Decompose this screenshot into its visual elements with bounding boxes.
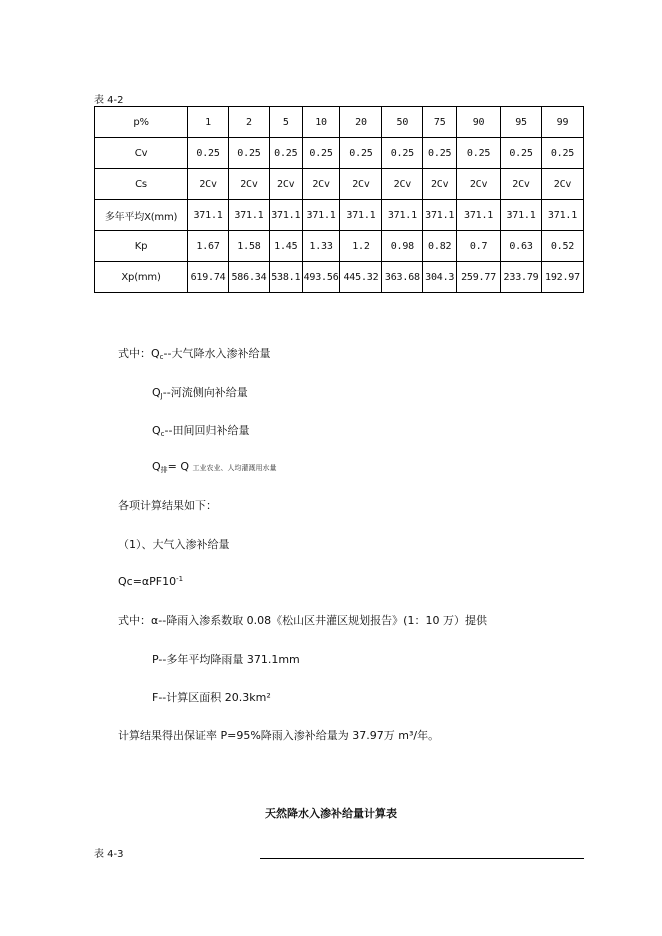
table-cell: 2Cv [302,169,340,200]
row-header: Cs [95,169,188,200]
table-cell: 0.25 [382,138,423,169]
table-row [95,262,584,293]
table-cell: 371.1 [501,200,542,231]
formula-note-qdischarge: $Q_排= Q$ 工业农业、人均灌溉用水量 [152,460,277,474]
table-cell: 371.1 [340,200,382,231]
table-cell: 0.82 [423,231,457,262]
table-cell: 0.25 [501,138,542,169]
table-row [95,200,584,231]
table-row [95,107,584,138]
table-cell: 90 [457,107,501,138]
table-cell: 0.25 [269,138,302,169]
table-cell: 0.25 [457,138,501,169]
table-cell: 2Cv [340,169,382,200]
row-header: p% [95,107,188,138]
table-top-rule [260,858,584,859]
table-cell: 493.56 [302,262,340,293]
formula-qc: $Qc=\alpha PF10^{-1}$ [118,575,184,588]
results-intro: 各项计算结果如下： [118,499,217,512]
table-cell: 20 [340,107,382,138]
table-cell: 75 [423,107,457,138]
table-cell: 0.7 [457,231,501,262]
table-cell: 233.79 [501,262,542,293]
table-cell: 1.45 [269,231,302,262]
formula-note-qfield: $Q_c--$田间回归补给量 [152,424,250,438]
frequency-table [94,106,584,293]
table-cell: 1.67 [188,231,229,262]
table-cell: 371.1 [302,200,340,231]
table-cell: 2Cv [382,169,423,200]
table-cell: 2Cv [457,169,501,200]
table-cell: 0.25 [423,138,457,169]
table-cell: 2Cv [269,169,302,200]
table-row [95,169,584,200]
row-header: Cv [95,138,188,169]
table-cell: 10 [302,107,340,138]
table-cell: 192.97 [541,262,583,293]
table-cell: 2Cv [541,169,583,200]
alpha-definition: 式中：α--降雨入渗系数取 0.08《松山区井灌区规划报告》(1：10 万）提供 [118,614,487,627]
table-cell: 371.1 [229,200,270,231]
table-cell: 2 [229,107,270,138]
table-cell: 2Cv [423,169,457,200]
table-cell: 371.1 [457,200,501,231]
table-cell: 371.1 [188,200,229,231]
row-header: 多年平均X(mm) [95,200,188,231]
table-cell: 50 [382,107,423,138]
table-cell: 95 [501,107,542,138]
table-cell: 0.25 [229,138,270,169]
formula-note-qc: 式中：$Q_c--$大气降水入渗补给量 [118,347,271,361]
table-cell: 2Cv [188,169,229,200]
table-cell: 1.33 [302,231,340,262]
row-header: Kp [95,231,188,262]
row-header: Xp(mm) [95,262,188,293]
table-cell: 586.34 [229,262,270,293]
formula-note-qj: $Q_J--$河流侧向补给量 [152,386,248,400]
table-cell: 2Cv [229,169,270,200]
table-cell: 445.32 [340,262,382,293]
table-cell: 0.25 [340,138,382,169]
table-cell: 304.3 [423,262,457,293]
table-cell: 371.1 [269,200,302,231]
table-cell: 619.74 [188,262,229,293]
table-cell: 259.77 [457,262,501,293]
result-sentence: 计算结果得出保证率 P=95%降雨入渗补给量为 37.97万 m³/年。 [118,729,440,742]
table-cell: 371.1 [382,200,423,231]
table-cell: 99 [541,107,583,138]
table-cell: 5 [269,107,302,138]
table-cell: 363.68 [382,262,423,293]
table-cell: 0.25 [302,138,340,169]
table-label: 表 4-2 [94,95,124,106]
p-definition: P--多年平均降雨量 371.1mm [152,653,300,666]
table-cell: 0.98 [382,231,423,262]
item-heading: （1）、大气入渗补给量 [118,538,230,551]
table-row [95,231,584,262]
table-cell: 371.1 [423,200,457,231]
table-caption: 天然降水入渗补给量计算表 [265,807,397,820]
table-cell: 371.1 [541,200,583,231]
table-cell: 2Cv [501,169,542,200]
table-cell: 0.25 [541,138,583,169]
table-cell: 0.63 [501,231,542,262]
next-table-label: 表 4-3 [94,849,124,860]
table-row [95,138,584,169]
table-cell: 1.2 [340,231,382,262]
table-cell: 0.25 [188,138,229,169]
table-cell: 538.1 [269,262,302,293]
table-cell: 1.58 [229,231,270,262]
table-cell: 1 [188,107,229,138]
table-cell: 0.52 [541,231,583,262]
f-definition: F--计算区面积 20.3km² [152,691,271,704]
